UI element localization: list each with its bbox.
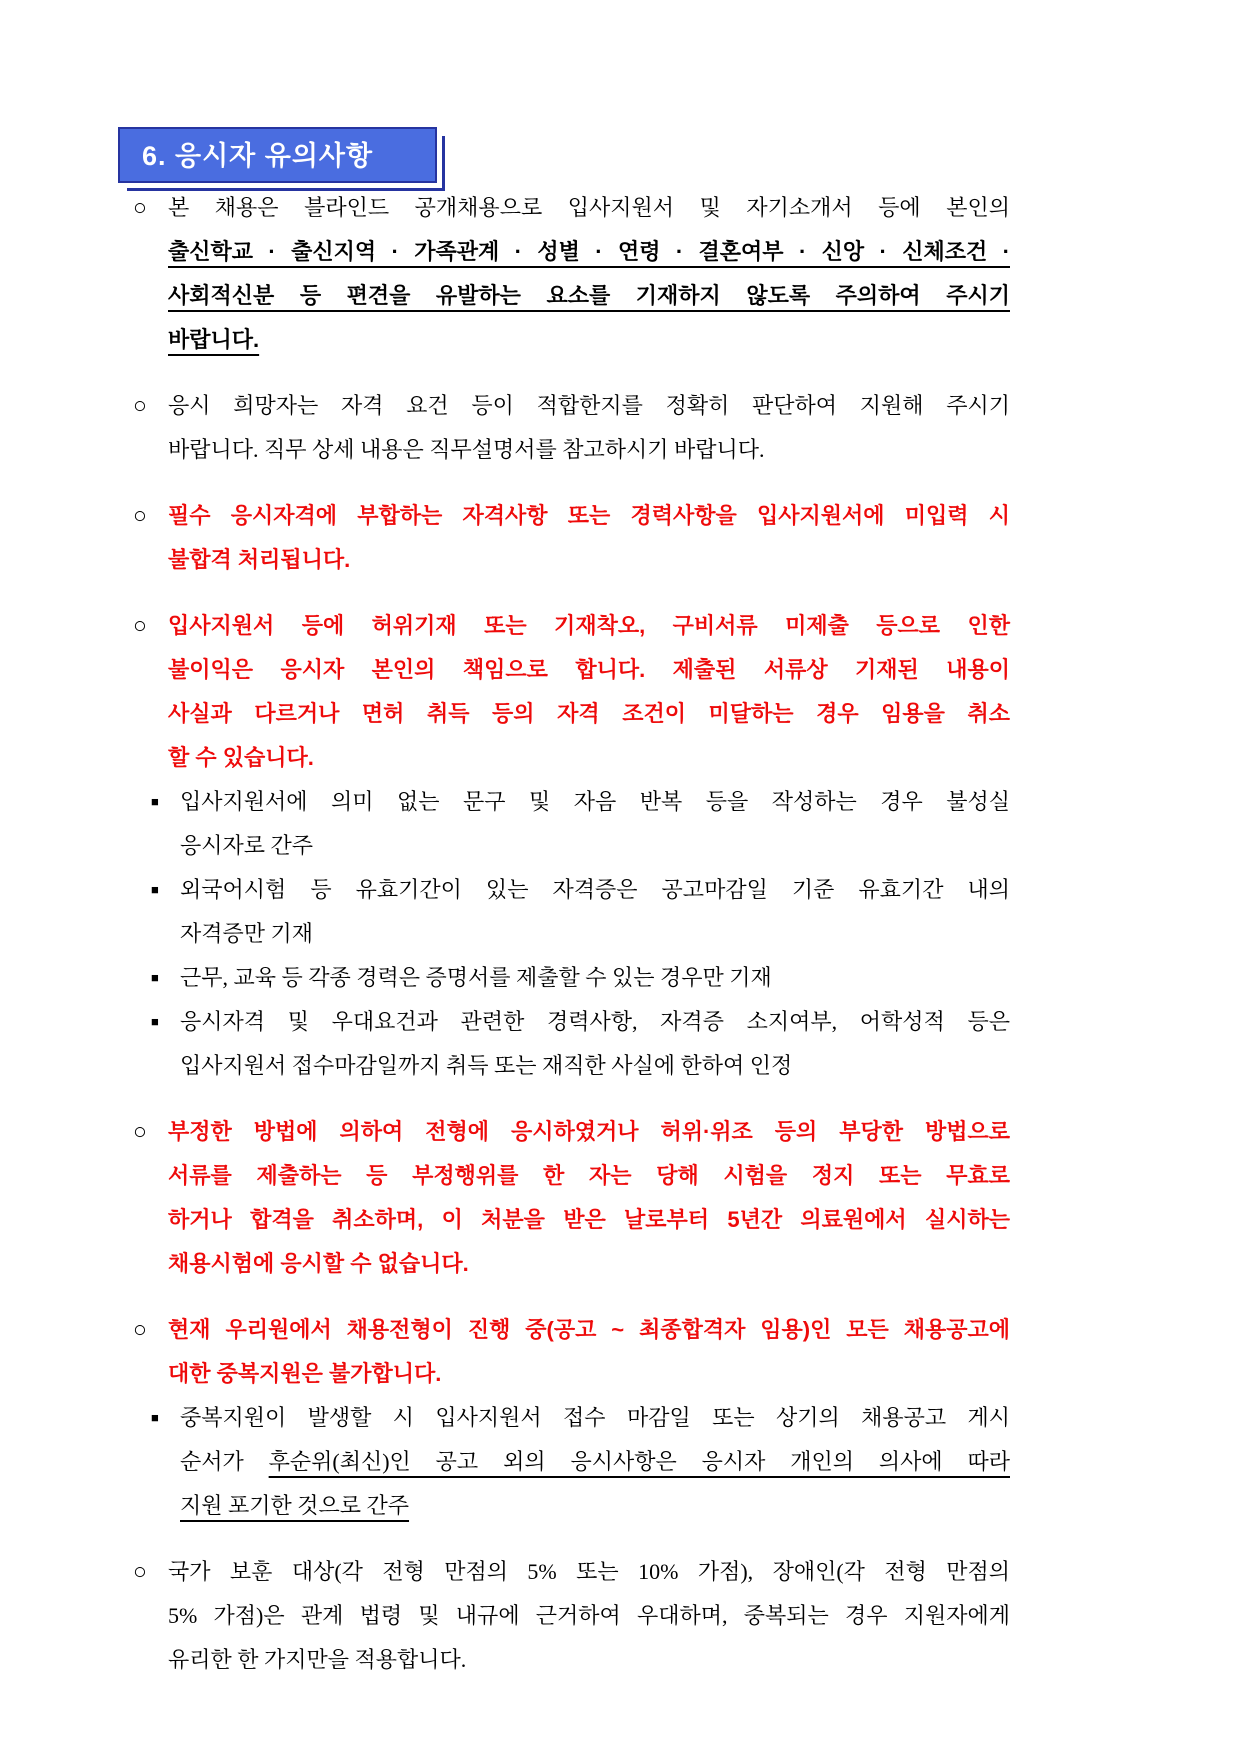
item-body bbox=[180, 868, 1010, 956]
text-line bbox=[180, 824, 1010, 868]
square-bullet-icon: ■ bbox=[151, 970, 159, 985]
item-body bbox=[168, 1308, 1010, 1396]
text-run: 할 수 있습니다. bbox=[168, 745, 314, 770]
text-line bbox=[168, 1594, 1010, 1638]
text-run: 순서가 bbox=[180, 1449, 269, 1474]
circle-bullet-icon: ○ bbox=[133, 503, 147, 528]
item-body bbox=[180, 780, 1010, 868]
item-body bbox=[168, 384, 1010, 472]
text-line bbox=[168, 494, 1010, 538]
text-line bbox=[168, 1352, 1010, 1396]
text-run: 현재 우리원에서 채용전형이 진행 중(공고 ~ 최종합격자 임용)인 모든 채용공고에 bbox=[168, 1317, 1010, 1342]
text-line bbox=[168, 318, 1010, 362]
text-line bbox=[168, 1550, 1010, 1594]
text-run: 필수 응시자격에 부합하는 자격사항 또는 경력사항을 입사지원서에 미입력 시 bbox=[168, 503, 1010, 528]
text-line bbox=[168, 736, 1010, 780]
text-run: 부정한 방법에 의하여 전형에 응시하였거나 허위·위조 등의 부당한 방법으로 bbox=[168, 1119, 1010, 1144]
text-run: 사회적신분 등 편견을 유발하는 요소를 기재하지 않도록 주의하여 주시기 bbox=[168, 283, 1010, 308]
text-run: 응시자로 간주 bbox=[180, 833, 314, 858]
circle-bullet-icon: ○ bbox=[133, 1119, 147, 1144]
text-run: 입사지원서 등에 허위기재 또는 기재착오, 구비서류 미제출 등으로 인한 bbox=[168, 613, 1010, 638]
text-line bbox=[180, 1396, 1010, 1440]
text-line bbox=[168, 604, 1010, 648]
text-line bbox=[168, 1638, 1010, 1682]
text-line bbox=[168, 1110, 1010, 1154]
list-item bbox=[133, 604, 1010, 780]
list-item bbox=[133, 1110, 1010, 1286]
text-run: 채용시험에 응시할 수 없습니다. bbox=[168, 1251, 469, 1276]
square-bullet-icon: ■ bbox=[151, 882, 159, 897]
text-run: 응시 희망자는 자격 요건 등이 적합한지를 정확히 판단하여 지원해 주시기 bbox=[168, 393, 1010, 418]
text-run: 출신학교 · 출신지역 · 가족관계 · 성별 · 연령 · 결혼여부 · 신앙 · 신체조건 · bbox=[168, 239, 1010, 264]
text-line bbox=[168, 274, 1010, 318]
circle-bullet-icon: ○ bbox=[133, 393, 147, 418]
list-item bbox=[133, 384, 1010, 472]
text-line bbox=[180, 1484, 1010, 1528]
text-line bbox=[180, 956, 1010, 1000]
text-line bbox=[168, 230, 1010, 274]
section-title: 6. 응시자 유의사항 bbox=[142, 141, 374, 171]
text-line bbox=[180, 1000, 1010, 1044]
text-run: 불합격 처리됩니다. bbox=[168, 547, 351, 572]
sub-list-item bbox=[151, 1396, 1010, 1528]
text-line bbox=[180, 1440, 1010, 1484]
text-run: 외국어시험 등 유효기간이 있는 자격증은 공고마감일 기준 유효기간 내의 bbox=[180, 877, 1010, 902]
text-line bbox=[180, 1044, 1010, 1088]
text-run: 바랍니다. bbox=[168, 327, 260, 352]
text-line bbox=[168, 692, 1010, 736]
item-body bbox=[180, 1396, 1010, 1528]
text-run: 입사지원서 접수마감일까지 취득 또는 재직한 사실에 한하여 인정 bbox=[180, 1053, 793, 1078]
list-item bbox=[133, 186, 1010, 362]
text-line bbox=[180, 780, 1010, 824]
square-bullet-icon: ■ bbox=[151, 1014, 159, 1029]
text-line bbox=[168, 538, 1010, 582]
item-body bbox=[168, 494, 1010, 582]
notice-list bbox=[133, 186, 1010, 1682]
text-run: 바랍니다. 직무 상세 내용은 직무설명서를 참고하시기 바랍니다. bbox=[168, 437, 765, 462]
text-run: 자격증만 기재 bbox=[180, 921, 314, 946]
text-line bbox=[168, 648, 1010, 692]
list-item bbox=[133, 494, 1010, 582]
text-run: 후순위(최신)인 공고 외의 응시사항은 응시자 개인의 의사에 따라 bbox=[268, 1449, 1010, 1474]
item-body bbox=[168, 186, 1010, 362]
text-line bbox=[168, 1198, 1010, 1242]
text-run: 중복지원이 발생할 시 입사지원서 접수 마감일 또는 상기의 채용공고 게시 bbox=[180, 1405, 1010, 1430]
text-run: 불이익은 응시자 본인의 책임으로 합니다. 제출된 서류상 기재된 내용이 bbox=[168, 657, 1010, 682]
text-run: 응시자격 및 우대요건과 관련한 경력사항, 자격증 소지여부, 어학성적 등은 bbox=[180, 1009, 1010, 1034]
circle-bullet-icon: ○ bbox=[133, 1559, 147, 1584]
item-body bbox=[180, 956, 1010, 1000]
square-bullet-icon: ■ bbox=[151, 794, 159, 809]
text-run: 유리한 한 가지만을 적용합니다. bbox=[168, 1647, 467, 1672]
square-bullet-icon: ■ bbox=[151, 1410, 159, 1425]
text-line bbox=[168, 1154, 1010, 1198]
text-line bbox=[180, 912, 1010, 956]
list-item bbox=[133, 1308, 1010, 1396]
sub-list-item bbox=[151, 1000, 1010, 1088]
text-run: 하거나 합격을 취소하며, 이 처분을 받은 날로부터 5년간 의료원에서 실시하는 bbox=[168, 1207, 1010, 1232]
text-line bbox=[168, 384, 1010, 428]
list-item bbox=[133, 1550, 1010, 1682]
text-run: 사실과 다르거나 면허 취득 등의 자격 조건이 미달하는 경우 임용을 취소 bbox=[168, 701, 1010, 726]
text-run: 지원 포기한 것으로 간주 bbox=[180, 1493, 410, 1518]
sub-list-item bbox=[151, 868, 1010, 956]
item-body bbox=[168, 604, 1010, 780]
circle-bullet-icon: ○ bbox=[133, 1317, 147, 1342]
text-run: 근무, 교육 등 각종 경력은 증명서를 제출할 수 있는 경우만 기재 bbox=[180, 965, 772, 990]
text-run: 국가 보훈 대상(각 전형 만점의 5% 또는 10% 가점), 장애인(각 전형 만점의 bbox=[168, 1559, 1010, 1584]
text-run: 서류를 제출하는 등 부정행위를 한 자는 당해 시험을 정지 또는 무효로 bbox=[168, 1163, 1010, 1188]
sub-list-item bbox=[151, 780, 1010, 868]
item-body bbox=[168, 1550, 1010, 1682]
text-run: 입사지원서에 의미 없는 문구 및 자음 반복 등을 작성하는 경우 불성실 bbox=[180, 789, 1010, 814]
text-run: 대한 중복지원은 불가합니다. bbox=[168, 1361, 442, 1386]
text-line bbox=[168, 1308, 1010, 1352]
text-run: 5% 가점)은 관계 법령 및 내규에 근거하여 우대하며, 중복되는 경우 지원자에게 bbox=[168, 1603, 1010, 1628]
item-body bbox=[180, 1000, 1010, 1088]
text-line bbox=[168, 1242, 1010, 1286]
item-body bbox=[168, 1110, 1010, 1286]
sub-list-item bbox=[151, 956, 1010, 1000]
text-line bbox=[168, 186, 1010, 230]
circle-bullet-icon: ○ bbox=[133, 195, 147, 220]
section-title-box bbox=[118, 127, 437, 183]
circle-bullet-icon: ○ bbox=[133, 613, 147, 638]
text-line bbox=[168, 428, 1010, 472]
text-line bbox=[180, 868, 1010, 912]
text-run: 본 채용은 블라인드 공개채용으로 입사지원서 및 자기소개서 등에 본인의 bbox=[168, 195, 1010, 220]
